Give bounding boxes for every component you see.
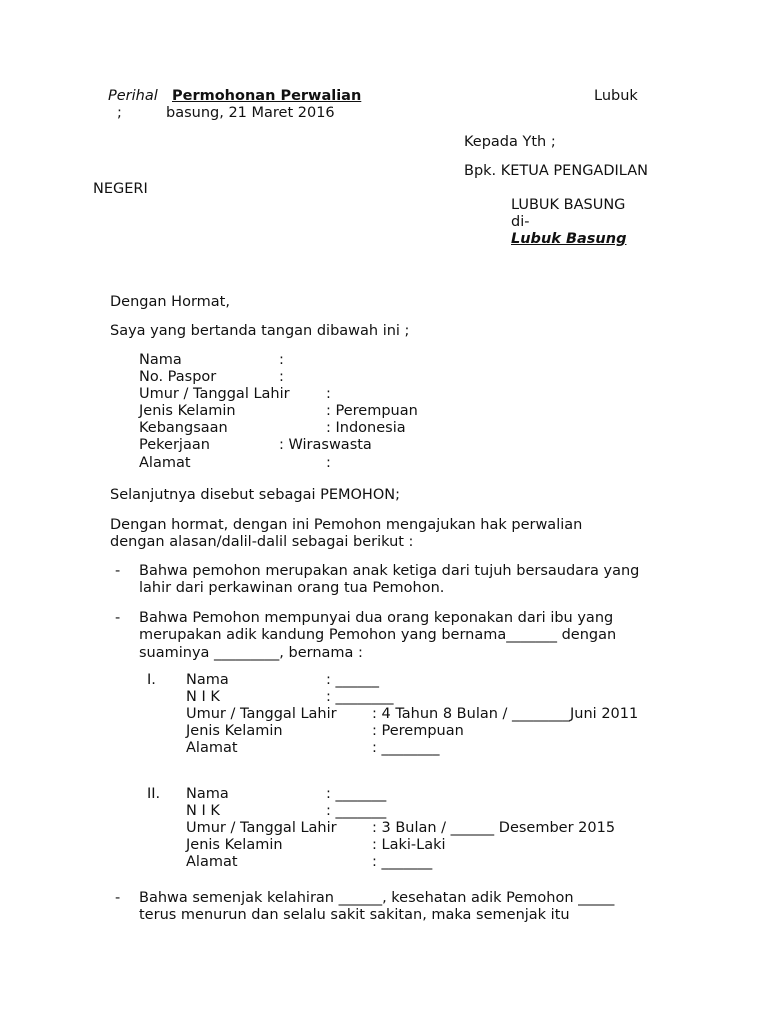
bullet2-line3: suaminya _________, bernama : <box>139 645 363 661</box>
child2-label-umur: Umur / Tanggal Lahir <box>186 820 337 836</box>
child1-label-umur: Umur / Tanggal Lahir <box>186 706 337 722</box>
intro-text: Saya yang bertanda tangan dibawah ini ; <box>110 323 410 339</box>
child1-label-nik: N I K <box>186 689 220 705</box>
applicant-label-umur: Umur / Tanggal Lahir <box>139 386 290 402</box>
city-part1: Lubuk <box>594 88 638 104</box>
child1-label-nama: Nama <box>186 672 229 688</box>
child2-value-nama: : _______ <box>326 786 387 802</box>
applicant-value-kebangsaan: : Indonesia <box>326 420 406 436</box>
recipient-line1-wrap: NEGERI <box>93 181 148 197</box>
selanjutnya-text: Selanjutnya disebut sebagai PEMOHON; <box>110 487 400 503</box>
bullet3-dash: - <box>115 890 121 906</box>
child2-label-nama: Nama <box>186 786 229 802</box>
applicant-label-paspor: No. Paspor <box>139 369 217 385</box>
child2-value-jenis-kelamin: : Laki-Laki <box>372 837 446 853</box>
child1-value-umur: : 4 Tahun 8 Bulan / ________Juni 2011 <box>372 706 639 722</box>
applicant-label-jenis-kelamin: Jenis Kelamin <box>139 403 236 419</box>
child2-label-alamat: Alamat <box>186 854 238 870</box>
recipient-line4: Lubuk Basung <box>511 231 627 247</box>
child2-value-umur: : 3 Bulan / ______ Desember 2015 <box>372 820 616 836</box>
child1-value-jenis-kelamin: : Perempuan <box>372 723 464 739</box>
para2-line2: dengan alasan/dalil-dalil sebagai berikut : <box>110 534 414 550</box>
perihal-label: Perihal <box>108 88 158 104</box>
applicant-label-kebangsaan: Kebangsaan <box>139 420 228 436</box>
child2-label-nik: N I K <box>186 803 220 819</box>
child1-label-alamat: Alamat <box>186 740 238 756</box>
child1-value-nik: : ________ <box>326 689 394 705</box>
bullet1-line2: lahir dari perkawinan orang tua Pemohon. <box>139 580 445 596</box>
child1-value-nama: : ______ <box>326 672 379 688</box>
child2-number: II. <box>147 786 161 802</box>
date-semicolon: ; <box>117 105 122 121</box>
child2-label-jenis-kelamin: Jenis Kelamin <box>186 837 283 853</box>
date-line: basung, 21 Maret 2016 <box>166 105 335 121</box>
recipient-kepada: Kepada Yth ; <box>464 134 556 150</box>
applicant-label-nama: Nama <box>139 352 182 368</box>
child1-value-alamat: : ________ <box>372 740 440 756</box>
applicant-value-pekerjaan: : Wiraswasta <box>279 437 372 453</box>
recipient-line3: di- <box>511 214 530 230</box>
child2-value-nik: : _______ <box>326 803 387 819</box>
bullet2-line1: Bahwa Pemohon mempunyai dua orang keponakan dari ibu yang <box>139 610 614 626</box>
bullet2-line2: merupakan adik kandung Pemohon yang bernama_______ dengan <box>139 627 617 643</box>
applicant-value-nama: : <box>279 352 284 368</box>
bullet2-dash: - <box>115 610 121 626</box>
applicant-label-pekerjaan: Pekerjaan <box>139 437 210 453</box>
child1-label-jenis-kelamin: Jenis Kelamin <box>186 723 283 739</box>
recipient-line1: Bpk. KETUA PENGADILAN <box>464 163 648 179</box>
para2-line1: Dengan hormat, dengan ini Pemohon mengajukan hak perwalian <box>110 517 583 533</box>
applicant-label-alamat: Alamat <box>139 455 191 471</box>
bullet3-line1: Bahwa semenjak kelahiran ______, kesehatan adik Pemohon _____ <box>139 890 615 906</box>
recipient-line2: LUBUK BASUNG <box>511 197 626 213</box>
applicant-value-alamat: : <box>326 455 331 471</box>
applicant-value-paspor: : <box>279 369 284 385</box>
bullet1-dash: - <box>115 563 121 579</box>
bullet1-line1: Bahwa pemohon merupakan anak ketiga dari tujuh bersaudara yang <box>139 563 640 579</box>
applicant-value-umur: : <box>326 386 331 402</box>
applicant-value-jenis-kelamin: : Perempuan <box>326 403 418 419</box>
child1-number: I. <box>147 672 156 688</box>
perihal-value: Permohonan Perwalian <box>172 88 362 104</box>
child2-value-alamat: : _______ <box>372 854 433 870</box>
salutation: Dengan Hormat, <box>110 294 230 310</box>
bullet3-line2: terus menurun dan selalu sakit sakitan, maka semenjak itu <box>139 907 570 923</box>
